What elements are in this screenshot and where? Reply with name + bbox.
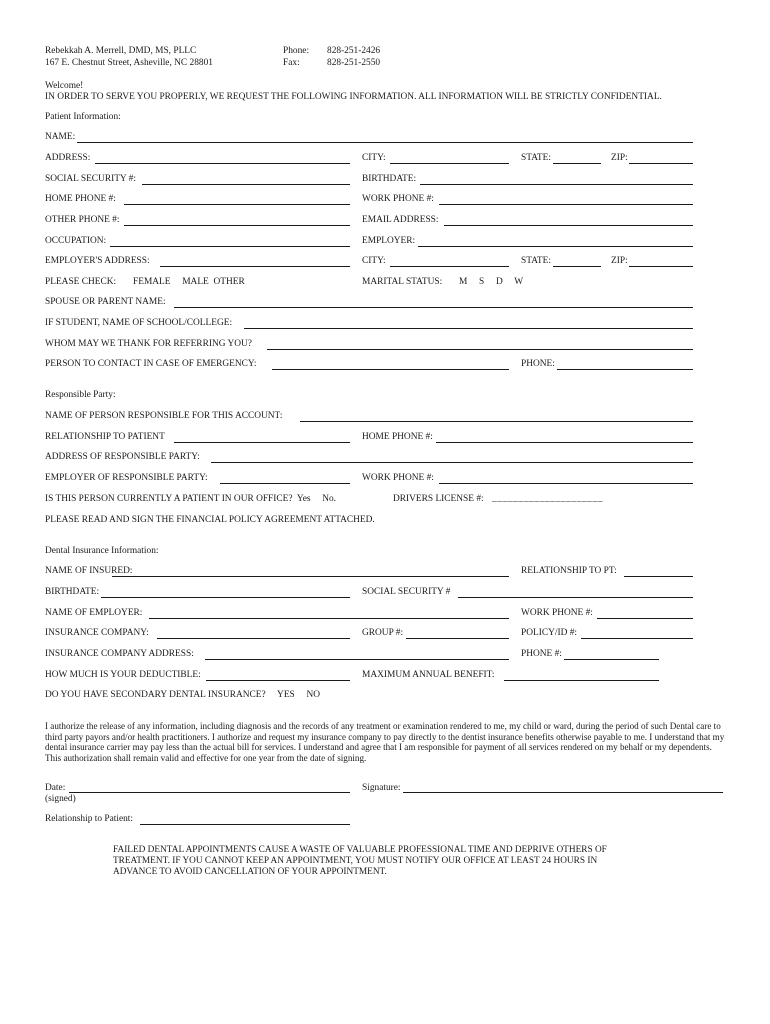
employer-address-field[interactable] — [160, 266, 350, 267]
financial-policy-note: PLEASE READ AND SIGN THE FINANCIAL POLICY AGREEMENT ATTACHED. — [45, 515, 375, 525]
referral-field[interactable] — [267, 349, 693, 350]
patient-email-field[interactable] — [444, 225, 693, 226]
insurance-address-field[interactable] — [205, 659, 509, 660]
authorization-text: I authorize the release of any information, including diagnosis and the records of any treatment or examination rendered to me, my child or ward, during the period of such Dental care to third party payors and/or health practitioners. I authorize and request my insurance company to pay directly to the dentist insurance benefits otherwise payable to me. I understand that my dental insurance carrier may pay less than the actual bill for services. I understand and agree that I am responsible for payment of all services rendered on my behalf or my dependents. This authorization shall remain valid and effective for one year from the date of signing. — [45, 721, 725, 763]
insurance-section-title: Dental Insurance Information: — [45, 546, 159, 556]
patient-name-field[interactable] — [77, 142, 693, 143]
relationship-to-patient-field[interactable] — [140, 824, 350, 825]
drivers-license-field[interactable]: _____________________ — [492, 494, 604, 504]
patient-section-title: Patient Information: — [45, 112, 121, 122]
insurance-address-label: INSURANCE COMPANY ADDRESS: — [45, 649, 194, 659]
insured-birthdate-label: BIRTHDATE: — [45, 587, 100, 597]
employer-state-label: STATE: — [521, 256, 551, 266]
insurance-phone-field[interactable] — [564, 659, 659, 660]
patient-ssn-field[interactable] — [142, 184, 350, 185]
insurance-work-phone-field[interactable] — [597, 618, 693, 619]
fax-label: Fax: — [283, 58, 300, 68]
relationship-field[interactable] — [174, 442, 350, 443]
phone-number: 828-251-2426 — [327, 46, 381, 56]
date-label: Date: — [45, 783, 66, 793]
policy-id-label: POLICY/ID #: — [521, 628, 577, 638]
student-school-field[interactable] — [244, 328, 693, 329]
patient-state-field[interactable] — [553, 163, 601, 164]
employer-address-label: EMPLOYER'S ADDRESS: — [45, 256, 150, 266]
patient-other-phone-label: OTHER PHONE #: — [45, 215, 120, 225]
emergency-contact-field[interactable] — [272, 369, 509, 370]
gender-options[interactable]: FEMALE MALE OTHER — [133, 277, 245, 287]
responsible-home-phone-field[interactable] — [436, 442, 693, 443]
responsible-work-phone-field[interactable] — [439, 483, 693, 484]
drivers-license-label: DRIVERS LICENSE #: — [393, 494, 484, 504]
phone-label: Phone: — [283, 46, 310, 56]
patient-address-label: ADDRESS: — [45, 153, 91, 163]
responsible-work-phone-label: WORK PHONE #: — [362, 473, 434, 483]
signature-label: Signature: — [362, 783, 401, 793]
employer-state-field[interactable] — [553, 266, 601, 267]
patient-city-field[interactable] — [390, 163, 509, 164]
group-number-label: GROUP #: — [362, 628, 404, 638]
employer-city-field[interactable] — [390, 266, 509, 267]
patient-email-label: EMAIL ADDRESS: — [362, 215, 439, 225]
patient-address-field[interactable] — [95, 163, 350, 164]
confidentiality-notice: IN ORDER TO SERVE YOU PROPERLY, WE REQUEST THE FOLLOWING INFORMATION. ALL INFORMATION WILL BE STRICTLY CONFIDENTIAL. — [45, 92, 662, 102]
patient-ssn-label: SOCIAL SECURITY #: — [45, 174, 136, 184]
insured-birthdate-field[interactable] — [101, 597, 350, 598]
policy-id-field[interactable] — [581, 638, 693, 639]
welcome-text: Welcome! — [45, 81, 84, 91]
max-benefit-field[interactable] — [504, 680, 659, 681]
emergency-contact-label: PERSON TO CONTACT IN CASE OF EMERGENCY: — [45, 359, 257, 369]
relationship-pt-label: RELATIONSHIP TO PT: — [521, 566, 617, 576]
patient-occupation-label: OCCUPATION: — [45, 236, 107, 246]
patient-birthdate-label: BIRTHDATE: — [362, 174, 417, 184]
insurance-employer-label: NAME OF EMPLOYER: — [45, 608, 143, 618]
group-number-field[interactable] — [406, 638, 509, 639]
max-benefit-label: MAXIMUM ANNUAL BENEFIT: — [362, 670, 495, 680]
patient-employer-field[interactable] — [418, 246, 693, 247]
fax-number: 828-251-2550 — [327, 58, 381, 68]
spouse-parent-field[interactable] — [174, 307, 693, 308]
responsible-employer-field[interactable] — [220, 483, 350, 484]
patient-home-phone-field[interactable] — [124, 204, 350, 205]
marital-status-label: MARITAL STATUS: — [362, 277, 443, 287]
insurance-employer-field[interactable] — [149, 618, 509, 619]
spouse-parent-label: SPOUSE OR PARENT NAME: — [45, 297, 166, 307]
person-responsible-field[interactable] — [300, 421, 693, 422]
marital-options[interactable]: M S D W — [459, 277, 524, 287]
signature-field[interactable] — [403, 792, 723, 793]
patient-birthdate-field[interactable] — [420, 184, 693, 185]
patient-work-phone-label: WORK PHONE #: — [362, 194, 434, 204]
patient-state-label: STATE: — [521, 153, 551, 163]
relationship-to-patient-label: Relationship to Patient: — [45, 814, 134, 824]
deductible-label: HOW MUCH IS YOUR DEDUCTIBLE: — [45, 670, 201, 680]
referral-label: WHOM MAY WE THANK FOR REFERRING YOU? — [45, 339, 252, 349]
insurance-work-phone-label: WORK PHONE #: — [521, 608, 593, 618]
practice-name: Rebekkah A. Merrell, DMD, MS, PLLC — [45, 46, 197, 56]
signed-label: (signed) — [45, 794, 76, 804]
insured-name-label: NAME OF INSURED: — [45, 566, 133, 576]
insurance-company-label: INSURANCE COMPANY: — [45, 628, 149, 638]
emergency-phone-label: PHONE: — [521, 359, 555, 369]
please-check-label: PLEASE CHECK: — [45, 277, 117, 287]
patient-home-phone-label: HOME PHONE #: — [45, 194, 116, 204]
patient-work-phone-field[interactable] — [439, 204, 693, 205]
responsible-home-phone-label: HOME PHONE #: — [362, 432, 433, 442]
person-responsible-label: NAME OF PERSON RESPONSIBLE FOR THIS ACCOUNT: — [45, 411, 283, 421]
insured-name-field[interactable] — [112, 576, 509, 577]
responsible-address-field[interactable] — [211, 462, 693, 463]
date-field[interactable] — [69, 792, 350, 793]
patient-zip-label: ZIP: — [611, 153, 628, 163]
student-school-label: IF STUDENT, NAME OF SCHOOL/COLLEGE: — [45, 318, 233, 328]
relationship-pt-field[interactable] — [624, 576, 693, 577]
insured-ssn-field[interactable] — [458, 597, 693, 598]
practice-address: 167 E. Chestnut Street, Asheville, NC 28801 — [45, 58, 213, 68]
deductible-field[interactable] — [206, 680, 350, 681]
insurance-company-field[interactable] — [157, 638, 350, 639]
patient-name-label: NAME: — [45, 132, 76, 142]
insurance-phone-label: PHONE #: — [521, 649, 562, 659]
insured-ssn-label: SOCIAL SECURITY # — [362, 587, 451, 597]
secondary-insurance-question[interactable]: DO YOU HAVE SECONDARY DENTAL INSURANCE? YES NO — [45, 690, 321, 700]
employer-zip-label: ZIP: — [611, 256, 628, 266]
relationship-label: RELATIONSHIP TO PATIENT — [45, 432, 165, 442]
emergency-phone-field[interactable] — [557, 369, 693, 370]
cancellation-policy-notice: FAILED DENTAL APPOINTMENTS CAUSE A WASTE OF VALUABLE PROFESSIONAL TIME AND DEPRIVE OTHERS OF TREATMENT. IF YOU CANNOT KEEP AN APPOINTMENT, YOU MUST NOTIFY OUR OFFICE AT LEAST 24 HOURS IN ADVANCE TO AVOID CANCELLATION OF YOUR APPOINTMENT. — [113, 845, 607, 878]
patient-city-label: CITY: — [362, 153, 386, 163]
responsible-address-label: ADDRESS OF RESPONSIBLE PARTY: — [45, 452, 200, 462]
employer-zip-field[interactable] — [629, 266, 693, 267]
patient-other-phone-field[interactable] — [124, 225, 350, 226]
responsible-employer-label: EMPLOYER OF RESPONSIBLE PARTY: — [45, 473, 208, 483]
employer-city-label: CITY: — [362, 256, 386, 266]
patient-zip-field[interactable] — [629, 163, 693, 164]
current-patient-question[interactable]: IS THIS PERSON CURRENTLY A PATIENT IN OUR OFFICE? Yes No. — [45, 494, 337, 504]
responsible-section-title: Responsible Party: — [45, 390, 116, 400]
patient-employer-label: EMPLOYER: — [362, 236, 416, 246]
patient-occupation-field[interactable] — [110, 246, 350, 247]
